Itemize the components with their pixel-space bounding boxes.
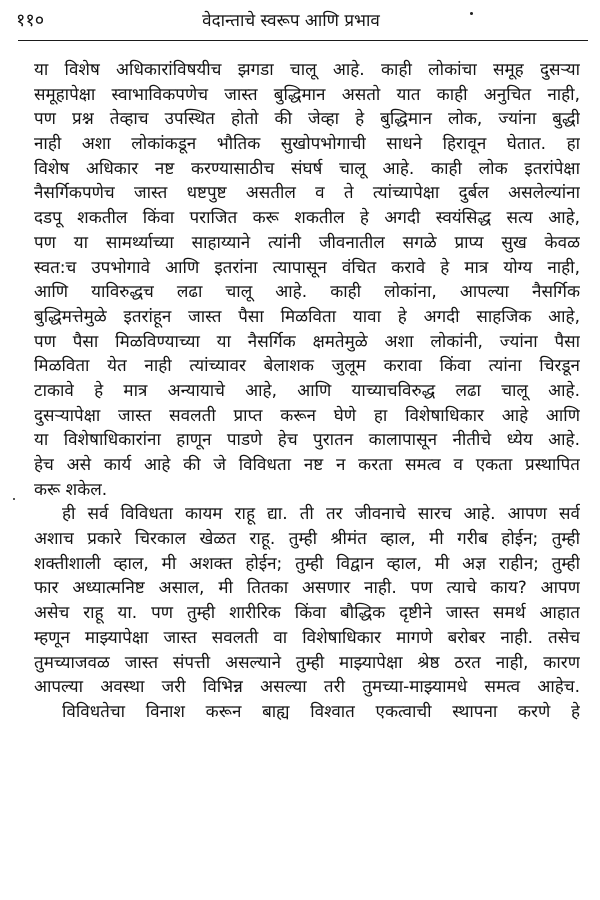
text-line: दुसऱ्यापेक्षा जास्त सवलती प्राप्त करून घेणे हा विशेषाधिकार आहे आणि [34, 405, 580, 426]
text-line: टाकावे हे मात्र अन्यायाचे आहे, आणि याच्याचविरुद्ध लढा चालू आहे. [34, 380, 580, 401]
text-line: ही सर्व विविधता कायम राहू द्या. ती तर जीवनाचे सारच आहे. आपण सर्व [62, 504, 580, 525]
header-rule [18, 40, 588, 41]
running-title: वेदान्ताचे स्वरूप आणि प्रभाव [202, 11, 380, 31]
text-line: हेच असे कार्य आहे की जे विविधता नष्ट न करता समत्व व एकता प्रस्थापित [34, 455, 580, 475]
text-line: पण पैसा मिळविण्याच्या या नैसर्गिक क्षमतेमुळे अशा लोकांनी, ज्यांना पैसा [34, 331, 580, 352]
paragraph [34, 58, 580, 502]
page-header [16, 10, 566, 36]
text-line: तुमच्याजवळ जास्त संपत्ती असल्याने तुम्ही माझ्यापेक्षा श्रेष्ठ ठरत नाही, कारण [34, 652, 580, 673]
body-text [34, 58, 580, 725]
text-line: मिळविता येत नाही त्यांच्यावर बेलाशक जुलूम करावा किंवा त्यांना चिरडून [34, 356, 580, 377]
paragraph [34, 700, 580, 725]
text-line: दडपू शकतील किंवा पराजित करू शकतील हे अगदी स्वयंसिद्ध सत्य आहे, [34, 208, 580, 229]
ink-speck [470, 12, 473, 15]
text-line: या विशेष अधिकारांविषयीच झगडा चालू आहे. काही लोकांचा समूह दुसऱ्या [34, 60, 580, 80]
page-number: ११० [16, 10, 45, 31]
text-line: असेच राहू या. पण तुम्ही शारीरिक किंवा बौद्धिक दृष्टीने जास्त समर्थ आहात [34, 603, 580, 624]
text-line: अशाच प्रकारे चिरकाल खेळत राहू. तुम्ही श्रीमंत व्हाल, मी गरीब होईन; तुम्ही [34, 529, 580, 550]
text-line: या विशेषाधिकारांना हाणून पाडणे हेच पुरातन कालापासून नीतीचे ध्येय आहे. [34, 430, 580, 451]
text-line: म्हणून माझ्यापेक्षा जास्त सवलती वा विशेषाधिकार मागणे बरोबर नाही. तसेच [34, 627, 580, 648]
text-line: समूहापेक्षा स्वाभाविकपणेच जास्त बुद्धिमान असतो यात काही अनुचित नाही, [34, 84, 580, 105]
text-line: विविधतेचा विनाश करून बाह्य विश्वात एकत्वाची स्थापना करणे हे [62, 701, 580, 722]
text-line: नैसर्गिकपणेच जास्त धष्टपुष्ट असतील व ते त्यांच्यापेक्षा दुर्बल असलेल्यांना [34, 183, 580, 204]
text-line: बुद्धिमत्तेमुळे इतरांहून जास्त पैसा मिळविता यावा हे अगदी साहजिक आहे, [34, 306, 580, 327]
text-line: नाही अशा लोकांकडून भौतिक सुखोपभोगाची साधने हिरावून घेतात. हा [34, 134, 580, 155]
text-line: आणि याविरुद्धच लढा चालू आहे. काही लोकांना, आपल्या नैसर्गिक [34, 282, 580, 303]
text-line: स्वत:च उपभोगावे आणि इतरांना त्यापासून वंचित करावे हे मात्र योग्य नाही, [34, 257, 580, 278]
paragraph [34, 502, 580, 700]
ink-speck [13, 498, 15, 500]
text-line: करू शकेल. [34, 479, 108, 500]
text-line: फार अध्यात्मनिष्ट असाल, मी तितका असणार नाही. पण त्याचे काय? आपण [34, 578, 580, 599]
text-line: विशेष अधिकार नष्ट करण्यासाठीच संघर्ष चालू आहे. काही लोक इतरांपेक्षा [34, 158, 580, 179]
text-line: शक्तीशाली व्हाल, मी अशक्त होईन; तुम्ही विद्वान व्हाल, मी अज्ञ राहीन; तुम्ही [34, 553, 580, 574]
text-line: पण प्रश्न तेव्हाच उपस्थित होतो की जेव्हा हे बुद्धिमान लोक, ज्यांना बुद्धी [34, 109, 580, 130]
text-line: आपल्या अवस्था जरी विभिन्न असल्या तरी तुमच्या-माझ्यामधे समत्व आहेच. [34, 677, 580, 698]
text-line: पण या सामर्थ्याच्या साहाय्याने त्यांनी जीवनातील सगळे प्राप्य सुख केवळ [34, 232, 580, 253]
